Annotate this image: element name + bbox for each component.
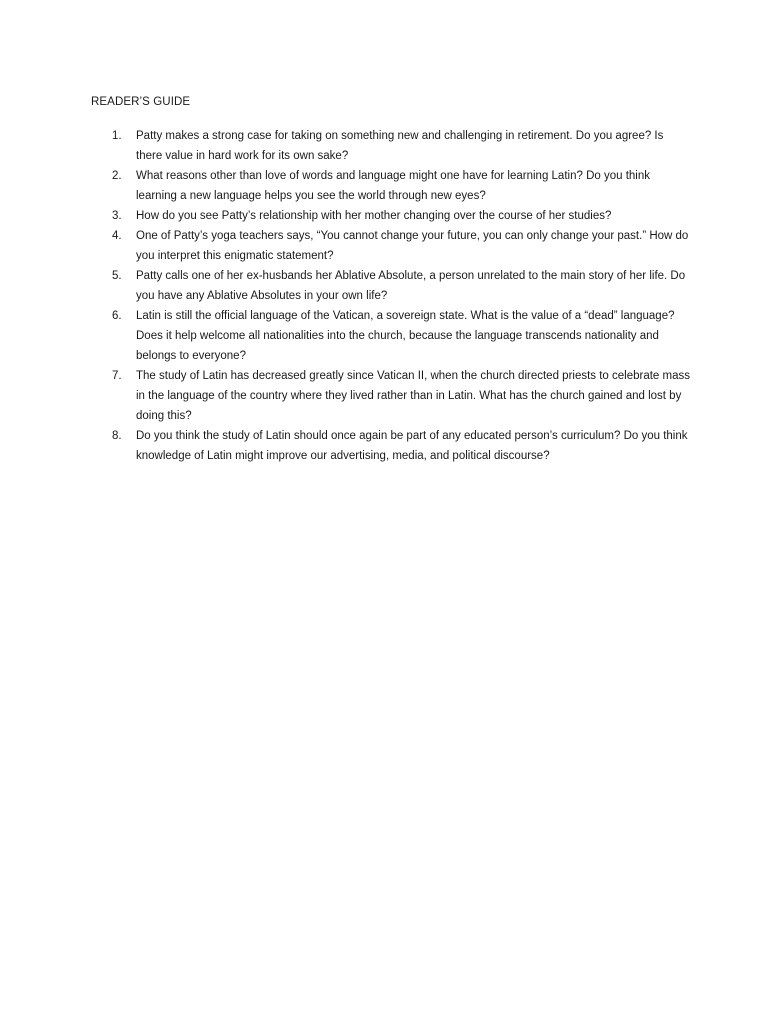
item-number: 8. [112, 430, 122, 442]
page-title: READER’S GUIDE [91, 96, 191, 108]
list-item [91, 206, 691, 226]
item-text: Patty calls one of her ex-husbands her Ablative Absolute, a person unrelated to the main story of her life. Do you have any Ablative Absolutes in your own life? [136, 270, 686, 302]
item-text: Do you think the study of Latin should once again be part of any educated person’s curriculum? Do you think knowledge of Latin might improve our advertising, media, and political discourse? [136, 430, 688, 462]
list-item [91, 426, 691, 466]
item-number: 2. [112, 170, 122, 182]
item-text: What reasons other than love of words and language might one have for learning Latin? Do you think learning a new language helps you see the world through new eyes? [136, 170, 650, 202]
list-item [91, 166, 691, 206]
item-text: Latin is still the official language of the Vatican, a sovereign state. What is the value of a “dead” language? Does it help welcome all nationalities into the church, because the language transcends nationality and belongs to everyone? [136, 310, 675, 362]
list-item [91, 266, 691, 306]
list-item [91, 126, 691, 166]
item-text: Patty makes a strong case for taking on something new and challenging in retirement. Do you agree? Is there value in hard work for its own sake? [136, 130, 664, 162]
question-list [91, 126, 691, 466]
item-text: One of Patty’s yoga teachers says, “You cannot change your future, you can only change your past.” How do you interpret this enigmatic statement? [136, 230, 689, 262]
item-number: 7. [112, 370, 122, 382]
item-number: 6. [112, 310, 122, 322]
item-number: 5. [112, 270, 122, 282]
list-item [91, 226, 691, 266]
list-item [91, 366, 691, 426]
item-text: How do you see Patty’s relationship with her mother changing over the course of her studies? [136, 210, 612, 222]
item-number: 4. [112, 230, 122, 242]
item-number: 1. [112, 130, 122, 142]
item-text: The study of Latin has decreased greatly since Vatican II, when the church directed priests to celebrate mass in the language of the country where they lived rather than in Latin. What has the church gained and lost by doing this? [136, 370, 690, 422]
item-number: 3. [112, 210, 122, 222]
list-item [91, 306, 691, 366]
